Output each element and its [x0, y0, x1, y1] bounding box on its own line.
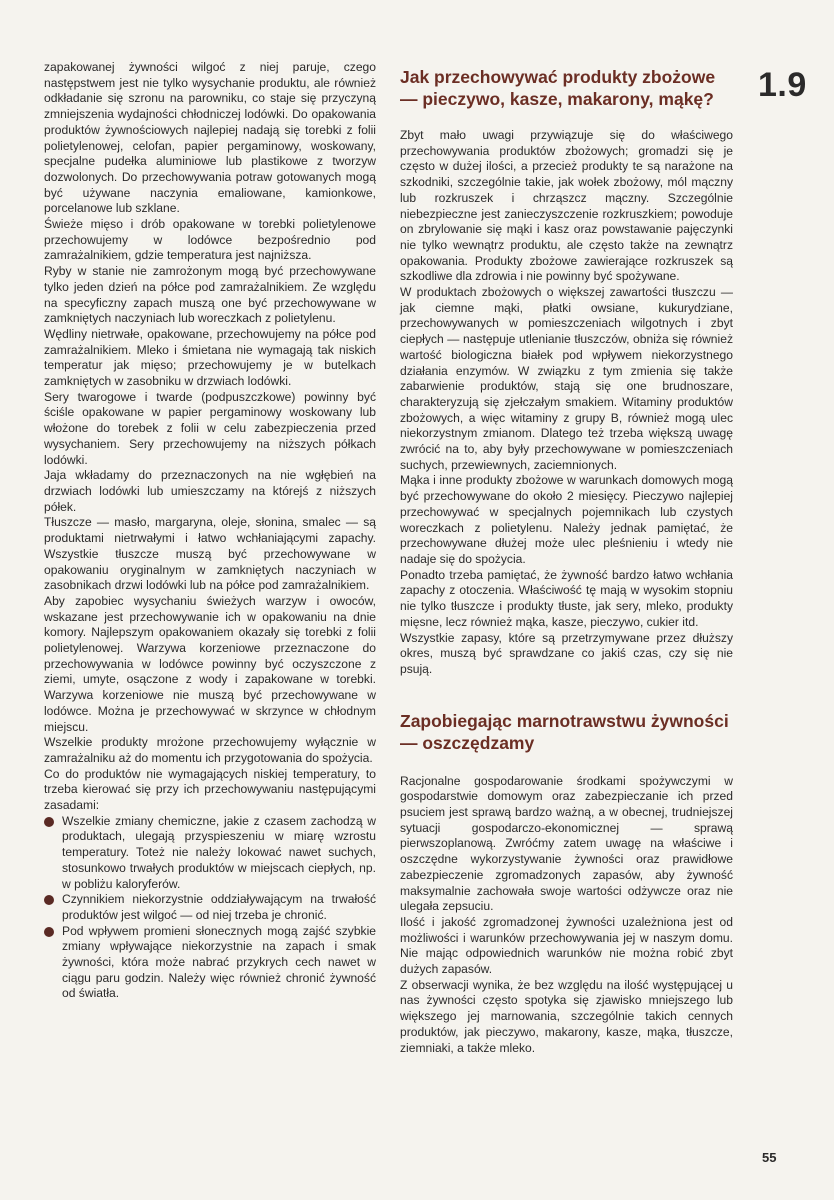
bullet-item: [44, 814, 376, 893]
paragraph: Wszystkie zapasy, które są przetrzymywane przez dłuższy okres, muszą być sprawdzane co jakiś czas, czy się nie psują.: [400, 630, 733, 676]
paragraph: Świeże mięso i drób opakowane w torebki polietylenowe przechowujemy w lodówce bezpośrednio pod zamrażalnikiem, gdzie temperatura jest najniższa.: [44, 217, 376, 263]
section-heading: Jak przechowywać produkty zbożowe — pieczywo, kasze, makarony, mąkę?: [400, 67, 716, 109]
page-number: 55: [762, 1150, 777, 1165]
paragraph: Zbyt mało uwagi przywiązuje się do właściwego przechowywania produktów zbożowych; gromadzi się je często w dużej ilości, a przecież produkty te są narażone na szkodniki, szczególnie takie, jak wołek zbożowy, mól mączny lub rozkruszek i chrząszcz mączny. Szczególnie niebezpieczne jest zanieczyszczenie rozkruszkiem; powoduje on zbrylowanie się mąki i kasz oraz powstawanie pajęczynki nie tylko wewnątrz produktu, ale często także na zewnątrz opakowania. Produkty zbożowe zawierające rozkruszek są szkodliwe dla zdrowia i nie powinny być spożywane.: [400, 128, 733, 284]
right-column: [400, 66, 733, 1056]
bullet-dot-icon: [44, 927, 54, 937]
paragraph: Jaja wkładamy do przeznaczonych na nie wgłębień na drzwiach lodówki lub umieszczamy na którejś z niższych półek.: [44, 468, 376, 514]
paragraph: Wszelkie produkty mrożone przechowujemy wyłącznie w zamrażalniku aż do momentu ich przygotowania do spożycia.: [44, 735, 376, 765]
bullet-text: Wszelkie zmiany chemiczne, jakie z czasem zachodzą w produktach, ulegają przyspieszeniu w miarę wzrostu temperatury. Toteż nie należy lokować nawet suchych, stosunkowo trwałych produktów w miejscach ciepłych, np. w pobliżu kaloryferów.: [62, 813, 376, 891]
paragraph: Sery twarogowe i twarde (podpuszczkowe) powinny być ściśle opakowane w papier pergaminowy woskowany lub włożone do torebek z folii w celu zabezpieczenia przed wysychaniem. Sery przechowujemy na niższych półkach lodówki.: [44, 389, 376, 467]
bullet-dot-icon: [44, 817, 54, 827]
paragraph: Mąka i inne produkty zbożowe w warunkach domowych mogą być przechowywane do około 2 miesięcy. Pieczywo najlepiej przechowywać w specjalnych pojemnikach lub czystych woreczkach z polietylenu. Należy jednak pamiętać, że przechowywane dłużej może ulec pleśnieniu i wtedy nie nadaje się do spożycia.: [400, 473, 733, 566]
bullet-text: Pod wpływem promieni słonecznych mogą zajść szybkie zmiany wpływające niekorzystnie na zapach i smak żywności, która może nabrać przykrych cech nawet w ciągu paru godzin. Należy więc również chronić żywność od światła.: [62, 923, 376, 1001]
bullet-item: [44, 924, 376, 1003]
paragraph: Tłuszcze — masło, margaryna, oleje, słonina, smalec — są produktami nietrwałymi i łatwo wchłaniającymi zapachy. Wszystkie tłuszcze muszą być przechowywane w opakowaniu oryginalnym w zamkniętych naczyniach w zasobnikach drzwi lodówki lub na półce pod zamrażalnikiem.: [44, 515, 376, 593]
bullet-text: Czynnikiem niekorzystnie oddziaływającym na trwałość produktów jest wilgoć — od niej trzeba je chronić.: [62, 892, 376, 922]
paragraph: zapakowanej żywności wilgoć z niej paruje, czego następstwem jest nie tylko wysychanie produktu, ale również odkładanie się szronu na parowniku, co staje się przyczyną zmniejszenia wydajności chłodniczej lodówki. Do opakowania produktów żywnościowych najlepiej nadają się torebki z folii polietylenowej, celofan, papier pergaminowy, woskowany, specjalne pudełka aluminiowe lub plastikowe z tworzyw dozwolonych. Do przechowywania potraw gotowanych mogą być używane naczynia emaliowane, kamionkowe, porcelanowe lub szklane.: [44, 60, 376, 216]
paragraph: W produktach zbożowych o większej zawartości tłuszczu — jak ciemne mąki, płatki owsiane, kukurydziane, przechowywanych w pomieszczeniach wilgotnych i zbyt ciepłych — następuje utlenianie tłuszczów, obniża się również wartość biologiczna białek pod wpływem niekorzystnego działania enzymów. W związku z tym zmienia się także zabarwienie produktów, stają się one brudnoszare, charakteryzują się zjełczałym smakiem. Witaminy produktów zbożowych, a więc witaminy z grupy B, również mogą ulec niekorzystnym zmianom. Dlatego też trzeba większą uwagę zwrócić na to, aby były przechowywane w pomieszczeniach suchych, przewiewnych, zaciemnionych.: [400, 285, 733, 472]
paragraph: Z obserwacji wynika, że bez względu na ilość występującej u nas żywności często spotyka się zjawisko mniejszego lub większego jej marnowania, szczególnie takich cennych produktów, jak pieczywo, makarony, kasze, mąka, tłuszcze, ziemniaki, a także mleko.: [400, 977, 733, 1055]
paragraph: Aby zapobiec wysychaniu świeżych warzyw i owoców, wskazane jest przechowywanie ich w opakowaniu na dnie komory. Najlepszym opakowaniem okazały się torebki z folii polietylenowej. Warzywa korzeniowe przeznaczone do przechowywania w lodówce powinny być oczyszczone z ziemi, umyte, osączone z wody i zapakowane w torebki. Warzywa korzeniowe nie muszą być przechowywane w lodówce. Można je przechowywać w skrzynce w chłodnym miejscu.: [44, 593, 376, 734]
section-number: 1.9: [758, 66, 807, 104]
paragraph: Co do produktów nie wymagających niskiej temperatury, to trzeba kierować się przy ich przechowywaniu następującymi zasadami:: [44, 766, 376, 813]
paragraph: Ponadto trzeba pamiętać, że żywność bardzo łatwo wchłania zapachy z otoczenia. Właściwość tę mają w wysokim stopniu nie tylko tłuszcze i produkty tłuste, jak sery, mleko, produkty mięsne, lecz również mąka, kasze, pieczywo, cukier itd.: [400, 567, 733, 629]
section-heading: Zapobiegając marnotrawstwu żywności — oszczędzamy: [400, 710, 729, 753]
paragraph: Racjonalne gospodarowanie środkami spożywczymi w gospodarstwie domowym oraz zabezpieczanie ich przed psuciem jest sprawą bardzo ważną, a w obecnej, trudniejszej sytuacji gospodarczo-ekonomicznej — sprawą pierwszoplanową. Zwróćmy zatem uwagę na właściwe i oszczędne wykorzystywanie żywności oraz prawidłowe zabezpieczenie zgromadzonych zapasów, aby żywność maksymalnie zachowała swoje wartości odżywcze oraz nie ulegała zepsuciu.: [400, 773, 733, 914]
paragraph: Ilość i jakość zgromadzonej żywności uzależniona jest od możliwości i warunków przechowywania jej w naszym domu. Nie mając odpowiednich warunków nie można robić zbyt dużych zapasów.: [400, 914, 733, 977]
paragraph: Ryby w stanie nie zamrożonym mogą być przechowywane tylko jeden dzień na półce pod zamrażalnikiem. Ze względu na specyficzny zapach muszą one być przechowywane w zamkniętych naczyniach lub woreczkach z polietylenu.: [44, 264, 376, 326]
bullet-item: [44, 892, 376, 923]
bullet-dot-icon: [44, 895, 54, 905]
left-column: [44, 60, 376, 1002]
paragraph: Wędliny nietrwałe, opakowane, przechowujemy na półce pod zamrażalnikiem. Mleko i śmietana nie wymagają tak niskich temperatur jak mięso; przechowujemy je w butelkach zamkniętych w zasobniku w drzwiach lodówki.: [44, 326, 376, 389]
